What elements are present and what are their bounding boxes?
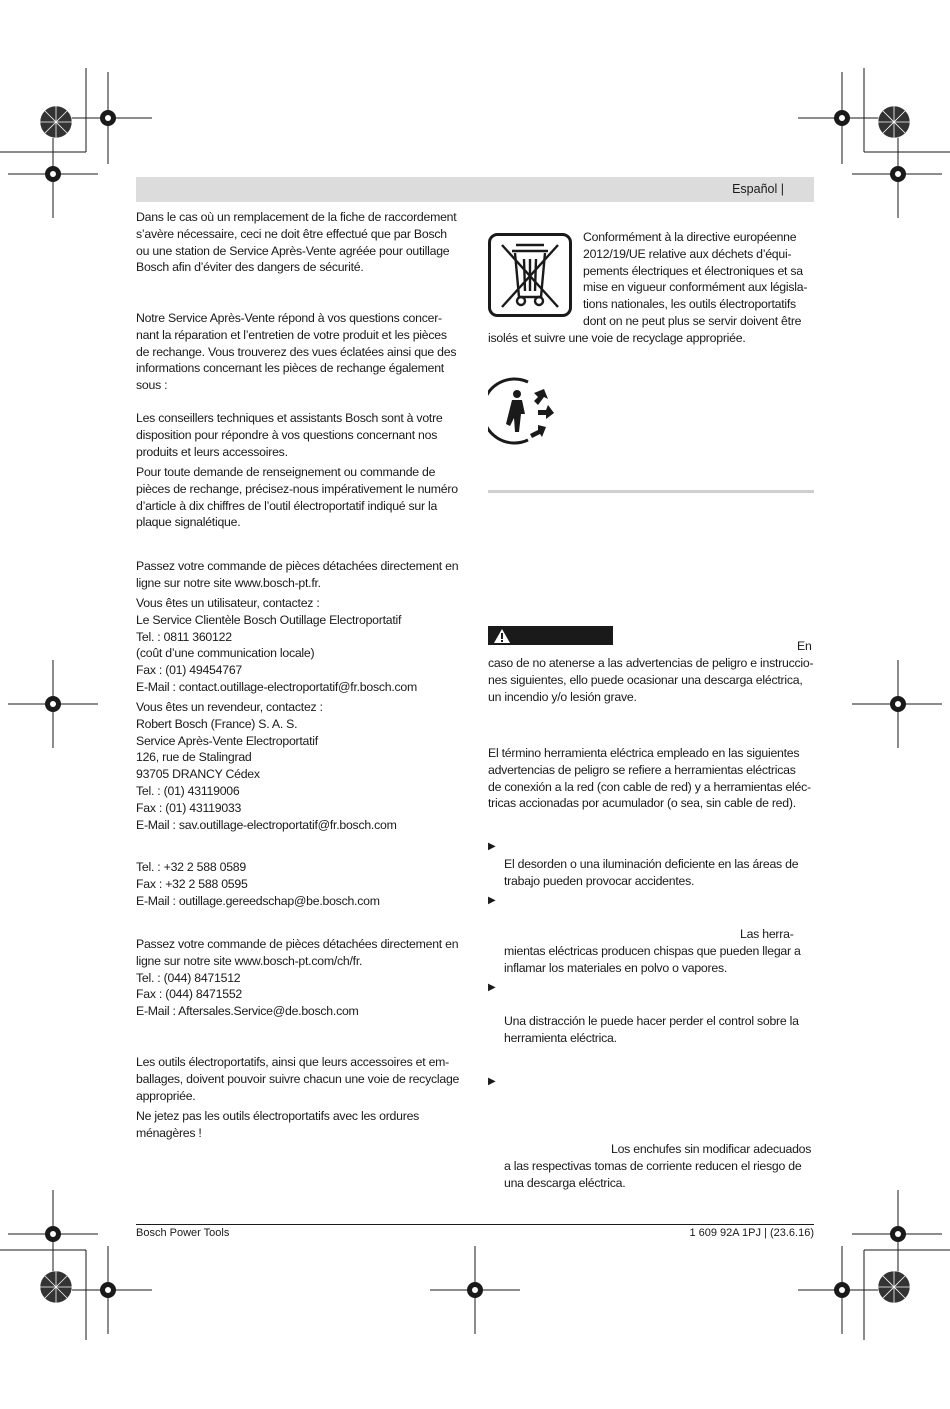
recycle-symbol-icon (488, 377, 560, 445)
switzerland-contact: Passez votre commande de pièces détachées directement en ligne sur notre site www.bosch-pt.com/ch/fr. Tel. : (044) 8471512 Fax : (044) 8471552 E-Mail : Aftersales.Service@de.bosch.com (136, 937, 459, 1019)
bullet-3-text: Una distracción le puede hacer perder el control sobre la herramienta eléctrica. (504, 1014, 799, 1045)
france-order-paragraph: Passez votre commande de pièces détachées directement en ligne sur notre site www.bosch-pt.fr. (136, 559, 459, 590)
warning-triangle-icon (492, 627, 512, 646)
bullet-2-text: mientas eléctricas producen chispas que pueden llegar a inflamar los materiales en polvo o vapores. (504, 944, 801, 975)
weee-paragraph: Conformément à la directive européenne 2012/19/UE relative aux déchets d’équi- pements électriques et électroniques et sa mise en vigueur conformément aux législa- tions nationales, les outils électroportatifs dont on ne peut plus se servir doivent être (583, 230, 808, 328)
bullet-1-icon: ▶ (488, 841, 496, 852)
weee-paragraph-end: isolés et suivre une voie de recyclage appropriée. (488, 331, 746, 345)
bullet-3-icon: ▶ (488, 982, 496, 993)
france-dealer-contact: Vous êtes un revendeur, contactez : Robert Bosch (France) S. A. S. Service Après-Vente Electroportatif 126, rue de Stalingrad 93705 DRANCY Cédex Tel. : (01) 43119006 Fax : (01) 43119033 E-Mail : sav.outillage-electroportatif@fr.bosch.com (136, 700, 397, 832)
warning-paragraph: caso de no atenerse a las advertencias de peligro e instruccio- nes siguientes, ello puede ocasionar una descarga eléctrica, un incendio y/o lesión grave. (488, 656, 814, 704)
bullet-4-icon: ▶ (488, 1076, 496, 1087)
bullet-4-text: a las respectivas tomas de corriente reducen el riesgo de una descarga eléctrica. (504, 1159, 802, 1190)
bullet-2-icon: ▶ (488, 895, 496, 906)
header-language: Español | (732, 182, 784, 196)
page-header (136, 177, 814, 202)
term-definition-paragraph: El término herramienta eléctrica empleado en las siguientes advertencias de peligro se refiere a herramientas eléctricas de conexión a la red (con cable de red) y a herramientas eléc- tricas accionadas por acumulador (o sea, sin cable de red). (488, 746, 811, 811)
footer-rule (136, 1224, 814, 1225)
section-divider (488, 490, 814, 493)
bullet-2-lead: Las herra- (740, 927, 794, 941)
warning-header-box (488, 626, 613, 645)
disposal-paragraph: Les outils électroportatifs, ainsi que leurs accessoires et em- ballages, doivent pouvoir suivre chacun une voie de recyclage appropriée. (136, 1055, 460, 1103)
household-waste-paragraph: Ne jetez pas les outils électroportatifs avec les ordures ménagères ! (136, 1109, 420, 1140)
after-sales-paragraph: Notre Service Après-Vente répond à vos questions concer- nant la réparation et l’entretien de votre produit et les pièces de rechange. Vous trouverez des vues éclatées ainsi que des informations concernant les pièces de rechange également sous : (136, 311, 457, 393)
weee-bin-icon (488, 233, 572, 317)
warning-lead-word: En (797, 639, 812, 653)
advisors-paragraph: Les conseillers techniques et assistants Bosch sont à votre disposition pour répondre à vos questions concernant nos produits et leurs accessoires. (136, 411, 443, 459)
footer-doc-number: 1 609 92A 1PJ | (23.6.16) (689, 1227, 814, 1239)
footer-brand: Bosch Power Tools (136, 1227, 230, 1239)
bullet-4-lead: Los enchufes sin modificar adecuados (611, 1142, 812, 1156)
replacement-plug-paragraph: Dans le cas où un remplacement de la fiche de raccordement s’avère nécessaire, ceci ne doit être effectué que par Bosch ou une station de Service Après-Vente agréée pour outillage Bosch afin d’éviter des dangers de sécurité. (136, 210, 457, 275)
belgium-contact: Tel. : +32 2 588 0589 Fax : +32 2 588 0595 E-Mail : outillage.gereedschap@be.bosch.com (136, 860, 380, 908)
bullet-1-text: El desorden o una iluminación deficiente en las áreas de trabajo pueden provocar accidentes. (504, 857, 799, 888)
france-user-contact: Vous êtes un utilisateur, contactez : Le Service Clientèle Bosch Outillage Electroportatif Tel. : 0811 360122 (coût d’une communication locale) Fax : (01) 49454767 E-Mail : contact.outillage-electroportatif@fr.bosch.com (136, 596, 418, 694)
spare-parts-paragraph: Pour toute demande de renseignement ou commande de pièces de rechange, précisez-nous impérativement le numéro d’article à dix chiffres de l’outil électroportatif indiqué sur la plaque signalétique. (136, 465, 458, 530)
